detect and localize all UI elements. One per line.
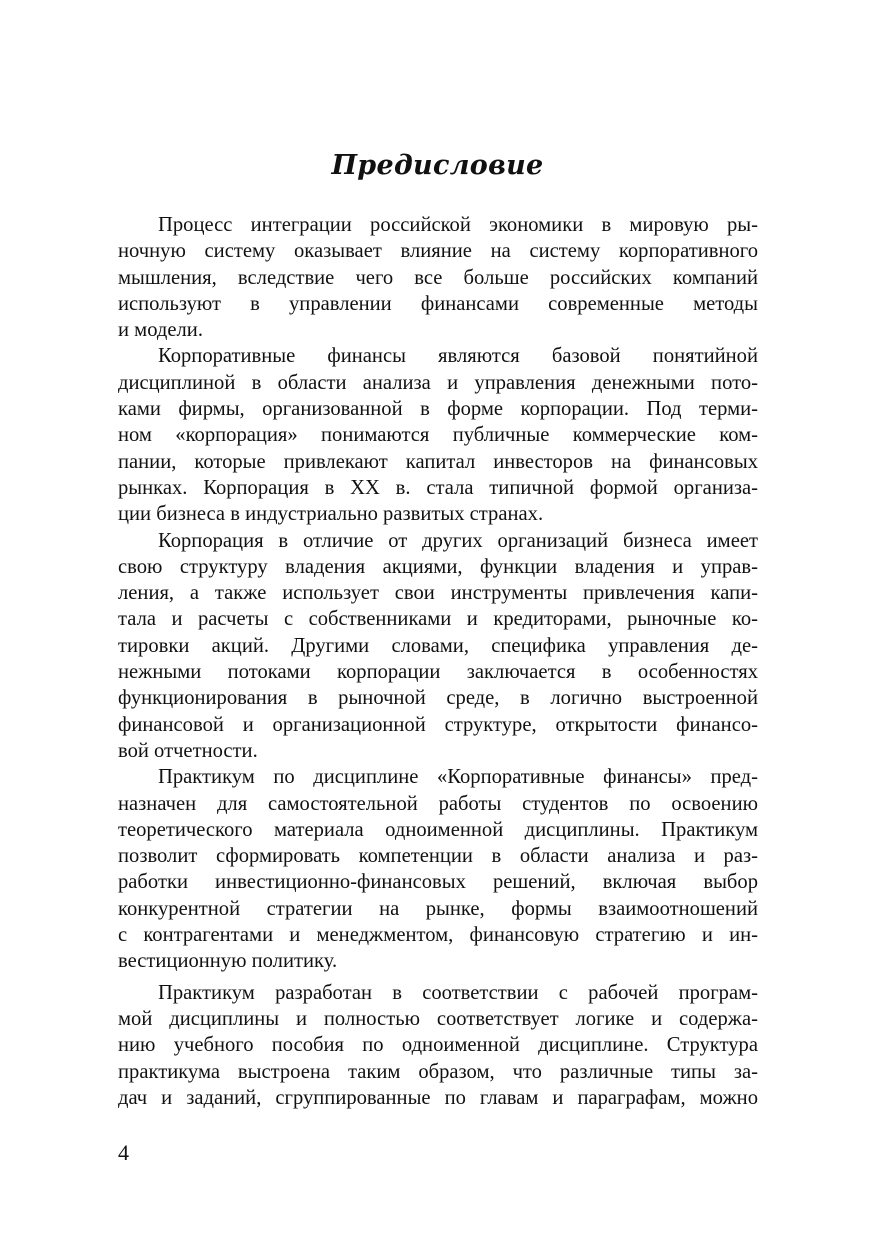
text-line: позволит сформировать компетенции в области анализа и раз-: [118, 845, 758, 868]
text-line: нию учебного пособия по одноименной дисциплине. Структура: [118, 1034, 758, 1057]
text-line: Практикум разработан в соответствии с рабочей програм-: [158, 981, 758, 1004]
paragraph: [118, 343, 758, 527]
text-line: работки инвестиционно-финансовых решений, включая выбор: [118, 871, 758, 894]
text-line: используют в управлении финансами современные методы: [118, 292, 758, 315]
text-line: и модели.: [118, 319, 203, 342]
text-line: финансовой и организационной структуре, открытости финансо-: [118, 713, 758, 736]
text-line: ции бизнеса в индустриально развитых странах.: [118, 503, 544, 526]
page-number: 4: [118, 1140, 129, 1165]
text-line: тала и расчеты с собственниками и кредиторами, рыночные ко-: [118, 608, 758, 631]
text-line: дач и заданий, сгруппированные по главам и параграфам, можно: [118, 1086, 758, 1109]
text-line: тировки акций. Другими словами, специфика управления де-: [118, 634, 758, 657]
text-line: ками фирмы, организованной в форме корпорации. Под терми-: [118, 398, 758, 421]
text-line: нежными потоками корпорации заключается в особенностях: [118, 661, 758, 684]
paragraph: [118, 212, 758, 343]
text-line: функционирования в рыночной среде, в логично выстроенной: [118, 687, 758, 710]
body-text: [118, 212, 758, 1111]
paragraph: [118, 528, 758, 765]
text-line: рынках. Корпорация в XX в. стала типичной формой организа-: [118, 476, 758, 499]
text-line: вой отчетности.: [118, 739, 258, 762]
text-line: практикума выстроена таким образом, что различные типы за-: [118, 1060, 758, 1083]
text-line: Процесс интеграции российской экономики в мировую ры-: [158, 214, 758, 236]
text-line: назначен для самостоятельной работы студентов по освоению: [118, 792, 758, 815]
paragraph: [118, 764, 758, 974]
text-line: с контрагентами и менеджментом, финансовую стратегию и ин-: [118, 924, 758, 947]
text-line: Корпорация в отличие от других организаций бизнеса имеет: [158, 529, 758, 552]
text-line: мой дисциплины и полностью соответствует логике и содержа-: [118, 1007, 758, 1030]
text-line: дисциплиной в области анализа и управления денежными пото-: [118, 371, 758, 394]
text-line: пании, которые привлекают капитал инвесторов на финансовых: [118, 450, 758, 473]
text-line: ночную систему оказывает влияние на систему корпоративного: [118, 240, 758, 263]
paragraph: [118, 980, 758, 1111]
text-line: теоретического материала одноименной дисциплины. Практикум: [118, 818, 758, 841]
text-line: конкурентной стратегии на рынке, формы взаимоотношений: [118, 897, 758, 920]
text-line: свою структуру владения акциями, функции владения и управ-: [118, 555, 758, 578]
text-line: Практикум по дисциплине «Корпоративные финансы» пред-: [158, 766, 758, 789]
text-line: Корпоративные финансы являются базовой понятийной: [158, 345, 758, 368]
text-line: вестиционную политику.: [118, 950, 338, 973]
text-line: ном «корпорация» понимаются публичные коммерческие ком-: [118, 424, 758, 447]
page-title: Предисловие: [331, 150, 544, 181]
text-line: мышления, вследствие чего все больше российских компаний: [118, 266, 758, 289]
text-line: ления, а также использует свои инструменты привлечения капи-: [118, 582, 758, 605]
